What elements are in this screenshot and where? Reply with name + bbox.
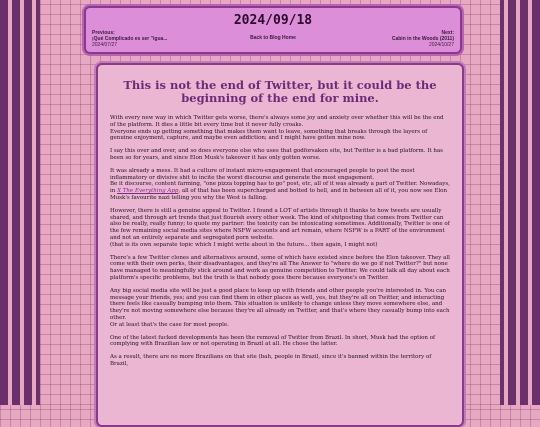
next-title[interactable]: Cabin in the Woods (2011) — [391, 36, 454, 42]
article-paragraph: It was already a mess. It had a culture of instant micro-engagement that encouraged people to post the most inflammatory or divisive shit to incite the worst discourse and generate the most engagement. Be it discourse, content farming, "one pizza topping has to go" post, etc, all of it was already a part of Twitter. Nowadays, in X The Everything App, all of that has been supercharged and botted to hell, and in between all of it, you now see Elon Musk's favourite nazi telling you why the West is falling. — [110, 167, 450, 201]
post-date: 2024/09/18 — [233, 13, 313, 28]
article-paragraph: I say this over and over, and so does everyone else who uses that godforsaken site, but Twitter is a bad platform. It has been so for years, and since Elon Musk's takeover it has only gotten worse. — [110, 148, 443, 161]
next-post-link[interactable] — [392, 30, 454, 48]
article-paragraph: There's a few Twitter clones and alternatives around, some of which have existed since before the Elon takeover. They all come with their own perks, their disadvantages, and they're all The Answer to "where do we go if not Twitter?" but none have managed to meaningfully stick around and work as genuine competition to Twitter. We could talk all day about each platform's specific problems, but the truth is that nobody goes there because everyone's on Twitter. — [110, 254, 450, 281]
article-paragraph: One of the latest fucked developments has been the removal of Twitter from Brazil. In short, Musk had the option of complying with Brazilian law or not operating in Brazil at all. He chose the latter. — [110, 334, 436, 348]
left-stripe-decoration — [0, 0, 40, 405]
article-paragraph: However, there is still a genuine appeal to Twitter. I found a LOT of artists through it thanks to how tweets are usually shared, and through art trends that just flourish every other week. The kind of shitposting that comes from Twitter can also be really, really funny; to quote my partner: the toxicity can be intoxicating sometimes. Additionally, Twitter is one of the few remaining social media sites where NSFW accounts and art remain, where NSFW is a PART of the environment and not an entirely separate and segregated porn website. (that is its own separate topic which I might write about in the future... then again, I might not) — [110, 207, 450, 248]
next-date: 2024/10/27 — [428, 42, 454, 48]
article-paragraph: Any big social media site will be just a good place to keep up with friends and other people you're interested in. You can message your friends, yes; and you can find them in other places as well, yes, but they're all on Twitter, and interacting there feels like casually bumping into them. This situation is unlikely to change unless they move somewhere else, and they're not moving somewhere else because they're all already on Twitter, and that's where they casually bump into each other. Or at least that's the case for most people. — [110, 287, 450, 328]
everything-app-link[interactable]: X The Everything App — [117, 188, 179, 195]
article-card — [96, 63, 464, 427]
blog-home-label[interactable]: Back to Blog Home — [250, 35, 296, 41]
previous-label: Previous: — [92, 30, 115, 36]
article-paragraph: With every new way in which Twitter gets worse, there's always some joy and anxiety over whether this will be the end of the platform. It dies a little bit every time but it never fully croaks. Everyone ends up getting something that makes them want to leave, something that breaks through the layers of genuine enjoyment, capture, and maybe even addiction; and I might have gotten mine now. — [110, 115, 444, 142]
previous-date: 2024/07/27 — [92, 42, 118, 48]
article-title: This is not the end of Twitter, but it could be the beginning of the end for mine. — [123, 78, 437, 105]
article-paragraph: As a result, there are no more Brazilians on that site (bah, people in Brazil, since it's banned within the territory of Brazil, — [110, 354, 432, 367]
previous-title[interactable]: ¡Qué Complicado es ser "igua... — [92, 36, 168, 42]
post-header — [84, 6, 462, 54]
next-label: Next: — [441, 30, 454, 36]
right-stripe-decoration — [500, 0, 540, 405]
